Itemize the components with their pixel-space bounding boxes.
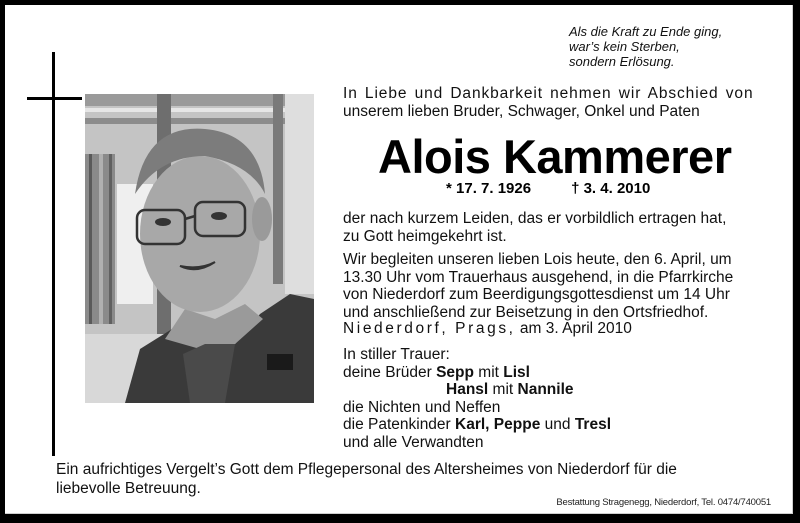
paragraph-line: Wir begleiten unseren lieben Lois heute, den 6. April, um [343,251,732,268]
funeral-details-paragraph [343,251,733,321]
intro-line: unserem lieben Bruder, Schwager, Onkel und Paten [343,102,700,120]
deceased-name: Alois Kammerer [378,130,732,183]
mourner-text: die Patenkinder [343,416,451,433]
paragraph-line: und anschließend zur Beisetzung in den Ortsfriedhof. [343,303,709,321]
mourner-text: mit [478,363,499,381]
motto-quote [569,24,722,69]
thanks-line: liebevolle Betreuung. [56,480,201,497]
mourners-heading: In stiller Trauer: [343,346,450,363]
mourner-line-nieces: die Nichten und Neffen [343,398,501,416]
life-dates [446,180,650,197]
intro-text [343,85,753,120]
passing-paragraph [343,210,726,245]
mourner-text: deine Brüder [343,363,432,381]
mourners-list [343,346,611,451]
mourner-name: Karl, Peppe [455,416,541,433]
mourner-name: Lisl [503,363,530,381]
death-date: † 3. 4. 2010 [571,180,651,197]
motto-line: war’s kein Sterben, [569,39,680,54]
mourner-name: Tresl [574,416,612,433]
mourner-line-brother2 [343,381,611,399]
motto-line: Als die Kraft zu Ende ging, [569,24,723,39]
mourner-line-relatives: und alle Verwandten [343,433,484,451]
undertaker-credit: Bestattung Stragenegg, Niederdorf, Tel. 0474/740051 [556,497,771,508]
paragraph-line: von Niederdorf zum Beerdigungsgottesdienst um 14 Uhr [343,286,730,303]
mourner-name: Nannile [517,381,574,398]
paragraph-line: der nach kurzem Leiden, das er vorbildlich ertragen hat, [343,210,727,227]
date: am 3. April 2010 [519,320,632,337]
place: Niederdorf, Prags, [343,320,516,337]
cross-icon-vertical [52,52,55,456]
birth-date: * 17. 7. 1926 [446,180,532,197]
mourner-text: und [544,416,571,433]
intro-line: In Liebe und Dankbarkeit nehmen wir Abschied von [343,85,754,102]
mourner-line-godchildren [343,416,611,434]
paragraph-line: zu Gott heimgekehrt ist. [343,227,507,245]
mourner-text: mit [492,381,514,398]
thanks-line: Ein aufrichtiges Vergelt’s Gott dem Pflegepersonal des Altersheimes von Niederdorf für die [56,461,677,478]
cross-icon-horizontal [27,97,82,100]
motto-line: sondern Erlösung. [569,54,675,69]
mourner-name: Hansl [446,381,489,398]
thanks-note [56,460,776,498]
mourner-line-brothers [343,364,611,382]
paragraph-line: 13.30 Uhr vom Trauerhaus ausgehend, in die Pfarrkirche [343,268,734,286]
portrait-photo [85,94,314,403]
mourner-name: Sepp [436,363,474,381]
portrait-photo-image [85,94,314,403]
place-and-date [343,320,632,338]
